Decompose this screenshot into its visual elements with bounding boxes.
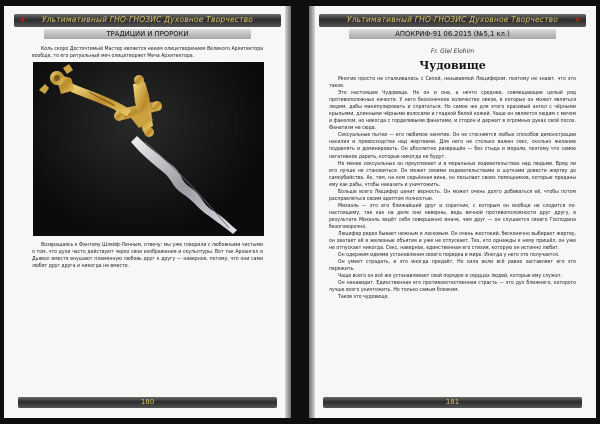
article-title: Чудовище bbox=[419, 59, 486, 72]
flame-emblem-icon: ✦ bbox=[573, 15, 582, 26]
right-header-bar bbox=[319, 14, 586, 27]
left-footer-bar bbox=[18, 397, 277, 408]
right-spine-shadow bbox=[309, 6, 315, 418]
article-author: Fr. Glel Elohim bbox=[430, 48, 475, 55]
article-paragraph: Михаэль — это его ближайший друг и соратник, с которым он вообще не сходится по-настоящему, так как на деле они неверны, ведь вечной противоположности друг другу, в результате Михаэль ведёт себя совершенно иначе, чем друг — он слушается своего Господина безоговорочно. bbox=[329, 202, 576, 230]
article-paragraph: Сексуальные пытки — его любимое занятие. Он не стесняется любых способов демонстрации насилия и превосходства над жертвами. Для него не столько важен секс, сколько желание подавлять и доминировать. Он абсолютно развращён — без стыда и морали, поэтому что самое негативное дарить, которые никогда не будут. bbox=[329, 132, 576, 160]
article-body bbox=[329, 76, 576, 302]
page-number: 181 bbox=[445, 398, 460, 406]
left-header-text: Ультимативный ГНО-ГНОЗИС Духовное Творчество bbox=[41, 15, 254, 24]
issue-bar bbox=[349, 29, 556, 39]
right-footer-bar bbox=[323, 397, 582, 408]
article-paragraph: Многие просто не сталкивались с Силой, называемой Люцифером, поэтому не знают, что это такое. bbox=[329, 76, 576, 90]
right-header-text: Ультимативный ГНО-ГНОЗИС Духовное Творчество bbox=[346, 15, 559, 24]
article-paragraph: Больше всего Люцифер ценит верность. Он может очень долго добиваться её, чтобы потом расправляться своим адептом полностью. bbox=[329, 188, 576, 202]
left-header-bar bbox=[14, 14, 281, 27]
article-paragraph: Люцифер редко бывает нежным и ласковым. Он очень жестокий, бесконечно выбирает жертву, он хватает её в железные объятия и уже не отпускает. Тех, кто однажды к нему пришёл, он уже не отпускает никогда. Секс, наверное, единственная его стихия, которую он истинно любит. bbox=[329, 231, 576, 252]
sword-image bbox=[33, 62, 264, 236]
article-paragraph: Он одержим идеями установления своего порядка в мире. Иногда у него это получается. bbox=[338, 252, 560, 259]
section-bar bbox=[44, 29, 251, 39]
left-spine-shadow bbox=[285, 6, 291, 418]
article-paragraph: Не менее сексуальных он преуспевает и в моральных издевательствах над людьми. Вряд ли его лучше не становиться. Он может своими издевательствами и шутками довести жертву до самоубийства. Ах, тем, на ком серьёзная вина, он посылает своих помощников, которые преданы ему как рабы, чтобы наказать и уничтожить. bbox=[329, 160, 576, 188]
sword-photo bbox=[33, 62, 264, 236]
left-lower-text bbox=[32, 242, 263, 270]
article-paragraph: Таков это чудовище. bbox=[338, 294, 389, 301]
intro-paragraph: Коль скоро Досточтимый Мастер является неким олицетворением Великого Архитектора вообще, то его ритуальный меч олицетворяет Меча Архитектора. bbox=[32, 46, 263, 60]
page-number: 180 bbox=[140, 398, 155, 406]
left-page bbox=[4, 6, 291, 418]
article-paragraph: Чаще всего он всё же устанавливает свой порядок в сердцах людей, которые ему служат. bbox=[338, 273, 562, 280]
article-paragraph: Он ненавидит. Единственная его противоестественная страсть — это дух ближнего, которого лучше всего уничтожить. Но только самым близким. bbox=[329, 280, 576, 294]
article-paragraph: Он умеет страдать, и это иногда предаёт. Но сила воли всё равно заставляет его это пережить. bbox=[329, 259, 576, 273]
article-paragraph: Это настоящее Чудовище. Не он и она, а нечто среднее, совмещающее целый ряд противоположных качеств. У него бесконечное количество ликов, в которых он может являться людям, дабы манипулировать и спрятаться. Но самое же для этого красивый ангел с чёрными крыльями, длинными чёрными волосами и гладкой белой кожей. Чаще он является людям с мечом и факелом, но никогда с горделивыми фанатами, и сторон и держит в огромных руках свой посох. Фанатизм не сюда. bbox=[329, 90, 576, 132]
section-title: ТРАДИЦИИ И ПРОРОКИ bbox=[106, 30, 189, 38]
flame-emblem-icon: ✦ bbox=[18, 15, 27, 26]
intro-text bbox=[32, 46, 263, 60]
left-paragraph: Возвращаясь к Фантому Шлейф-Ленным, отвечу: мы уже говорили с любовными чистыми о том, что духи часто действуют через свои изображения и скульптуры. Вот так Архангел и Дьявол вместе внушают пламенную любовь друг к другу — наверное, потому, что они сами любят друг друга и никогда не вместе. bbox=[32, 242, 263, 270]
issue-title: АПОКРИФ-91 06.2015 (№5,1 кл.) bbox=[395, 30, 510, 38]
right-page bbox=[309, 6, 596, 418]
